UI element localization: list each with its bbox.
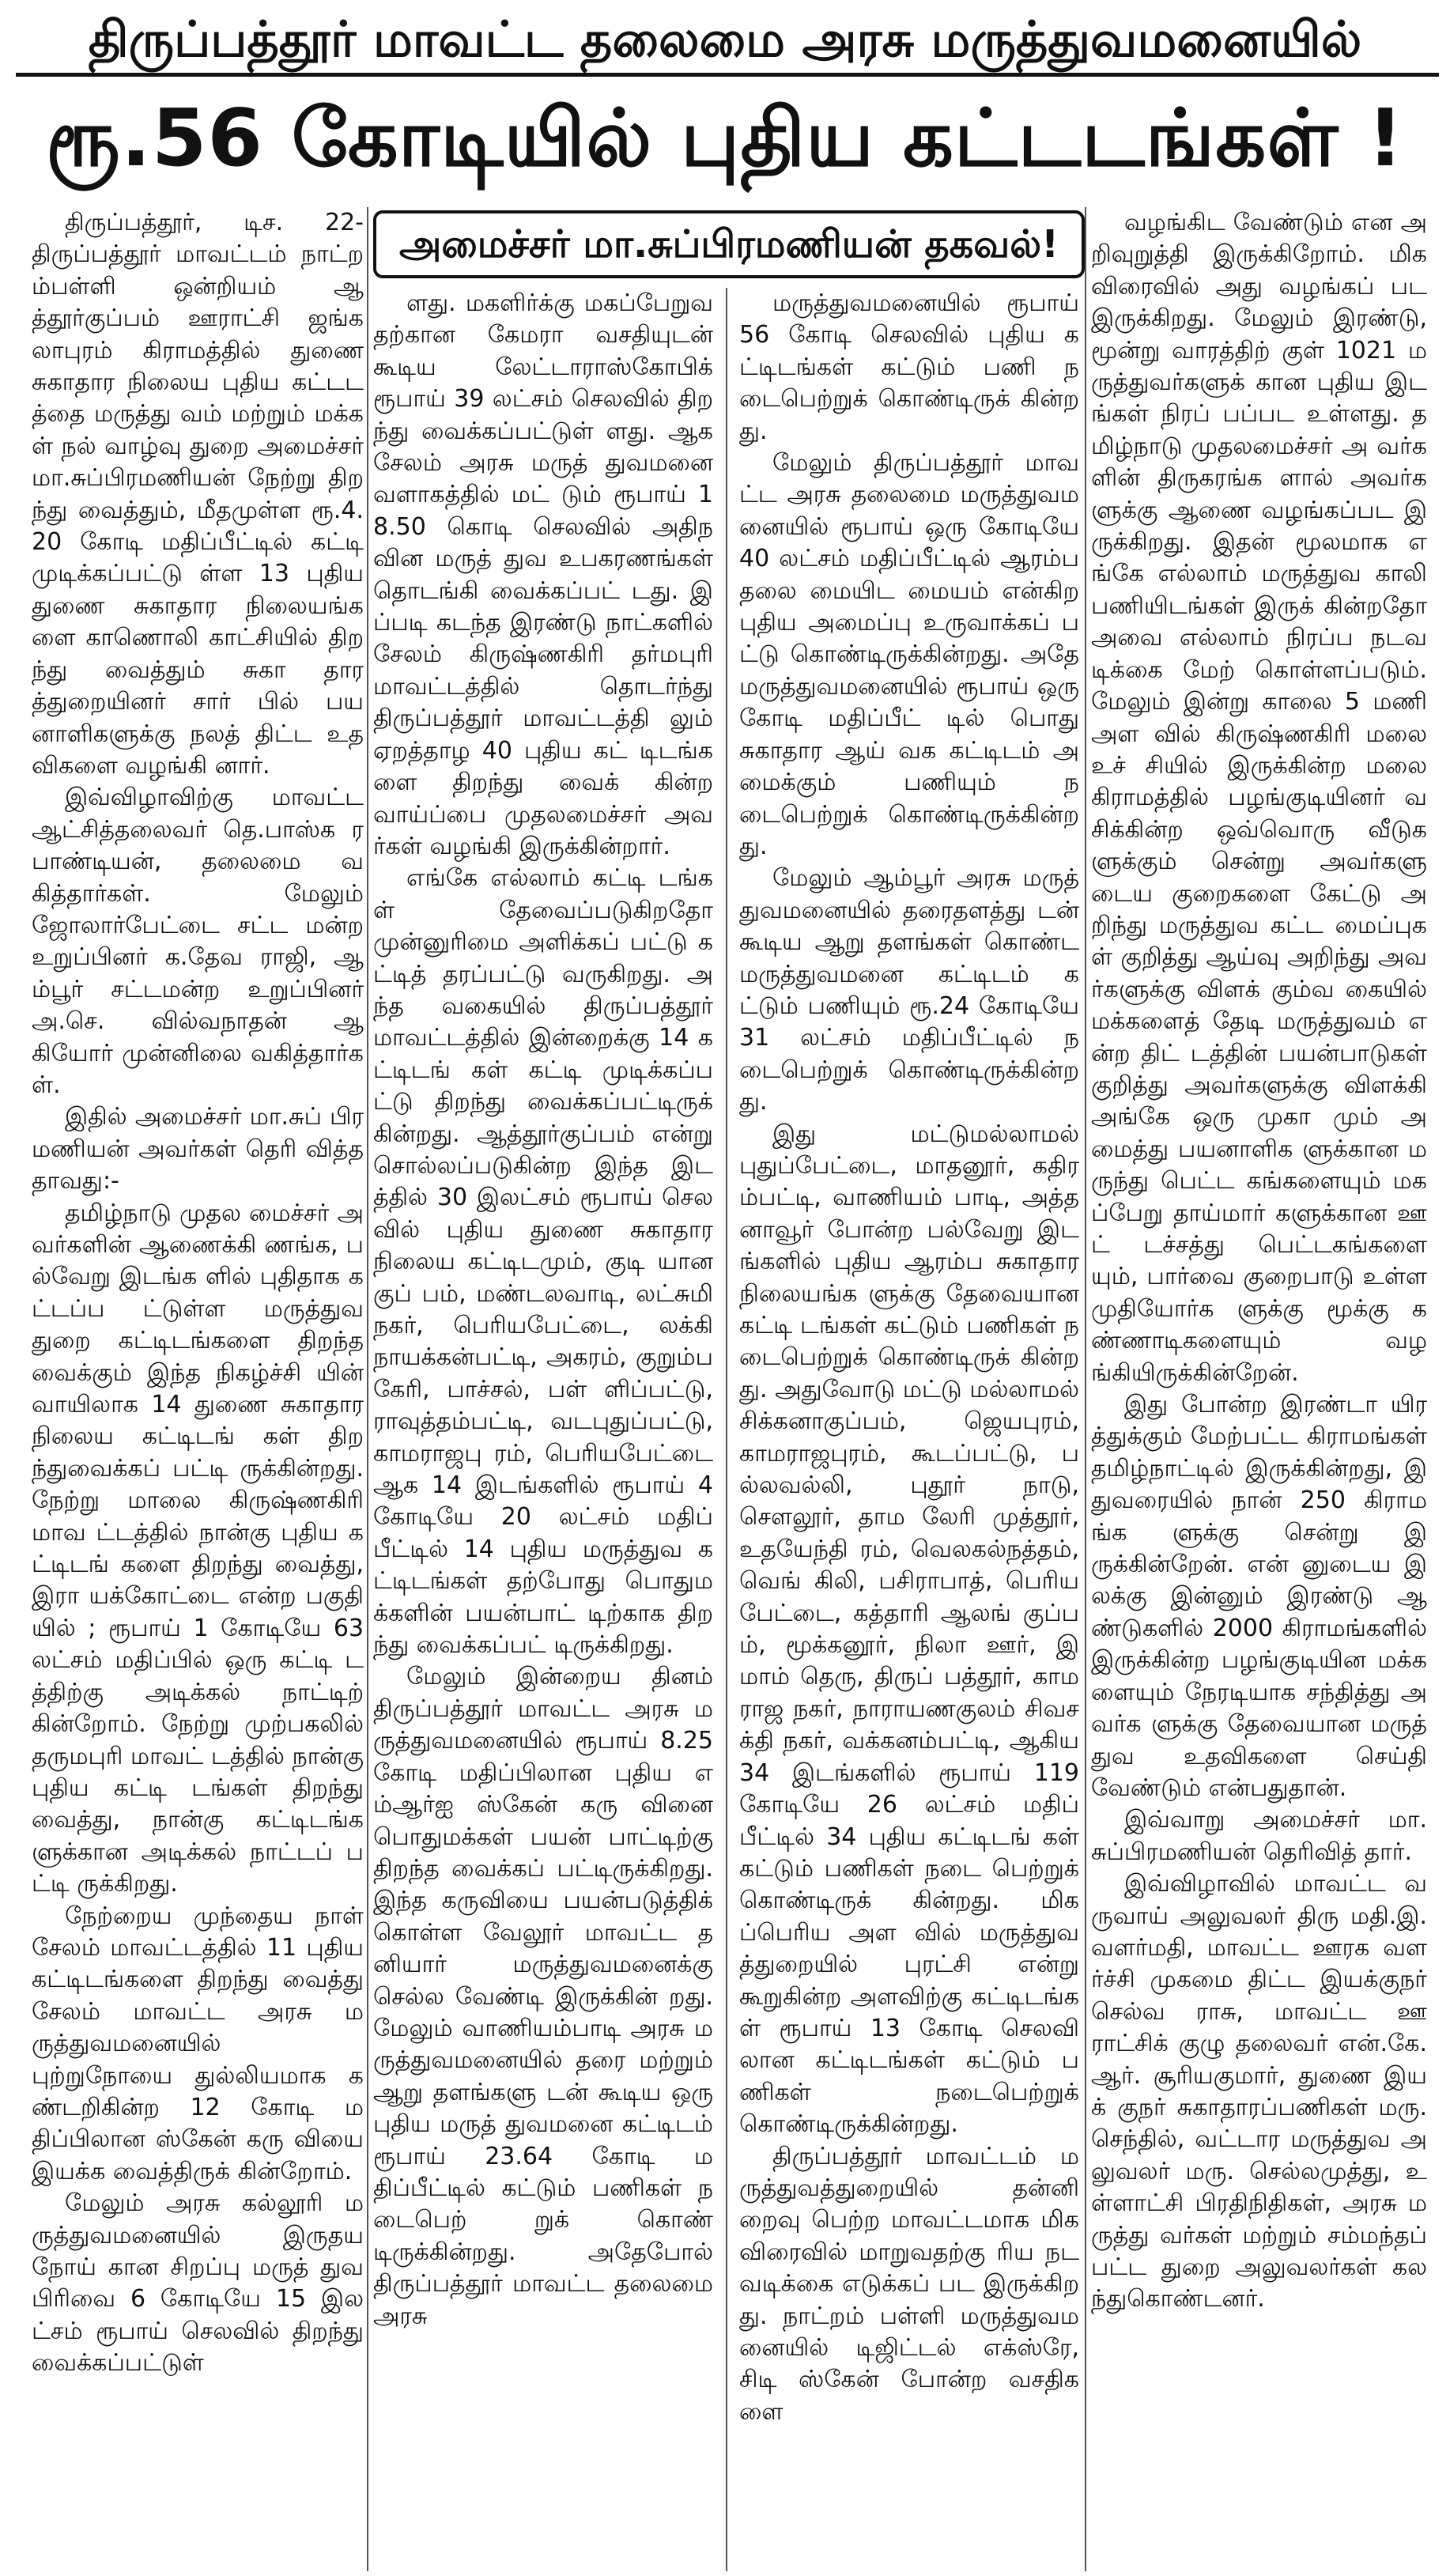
article-kicker: திருப்பத்தூர் மாவட்ட தலைமை அரசு மருத்துவமனையில்	[88, 10, 1362, 68]
paragraph: திருப்பத்தூர், டிச. 22- திருப்பத்தூர் மாவட்டம் நாட்றம்பள்ளி ஒன்றியம் ஆத்தூர்குப்பம் ஊராட்சி ஜங்கலாபுரம் கிராமத்தில் துணை சுகாதார நிலைய புதிய கட்டடத்தை மருத்து வம் மற்றும் மக்கள் நல் வாழ்வு துறை அமைச்சர் மா.சுப்பிரமணியன் நேற்று திறந்து வைத்தும், மீதமுள்ள ரூ.4.20 கோடி மதிப்பீட்டில் கட்டி முடிக்கப்பட்டு ள்ள 13 புதிய துணை சுகாதார நிலையங்களை காணொலி காட்சியில் திறந்து வைத்தும் சுகா தாரத்துறையினர் சார் பில் பயனாளிகளுக்கு நலத் திட்ட உதவிகளை வழங்கி னார்.	[32, 209, 364, 780]
paragraph: மேலும் திருப்பத்தூர் மாவட்ட அரசு தலைமை மருத்துவமனையில் ரூபாய் ஒரு கோடியே 40 லட்சம் மதிப்பீட்டில் ஆரம்ப தலை மையிட மையம் என்கிற புதிய அமைப்பு உருவாக்கப் பட்டு கொண்டிருக்கின்றது. அதே மருத்துவமனையில் ரூபாய் ஒரு கோடி மதிப்பீட் டில் பொது சுகாதார ஆய் வக கட்டிடம் அமைக்கும் பணியும் நடைபெற்றுக் கொண்டிருக்கின்றது.	[739, 449, 1079, 860]
paragraph: வழங்கிட வேண்டும் என அறிவுறுத்தி இருக்கிறோம். மிக விரைவில் அது வழங்கப் பட இருக்கிறது. மேலும் இரண்டு, மூன்று வாரத்திற் குள் 1021 மருத்துவர்களுக் கான புதிய இடங்கள் நிரப் பப்பட உள்ளது. தமிழ்நாடு முதலமைச்சர் அ வர்களின் திருகரங்க ளால் அவர்க ளுக்கு ஆணை வழங்கப்பட இருக்கிறது. இதன் மூலமாக எங்கே எல்லாம் மருத்துவ காலி பணியிடங்கள் இருக் கின்றதோ அவை எல்லாம் நிரப்ப நடவடிக்கை மேற் கொள்ளப்படும். மேலும் இன்று காலை 5 மணி அள வில் கிருஷ்ணகிரி மலை உச் சியில் இருக்கின்ற மலை கிராமத்தில் பழங்குடியினர் வசிக்கின்ற ஒவ்வொரு வீடுக ளுக்கும் சென்று அவர்களு டைய குறைகளை கேட்டு அறிந்து மருத்துவ கட்ட மைப்புகள் குறித்து ஆய்வு அறிந்து அவர்களுக்கு விளக் கும்வ கையில் மக்களைத் தேடி மருத்துவம் என்ற திட் டத்தின் பயன்பாடுகள் குறித்து அவர்களுக்கு விளக்கி அங்கே ஒரு முகா மும் அமைத்து பயனாளிக ளுக்கான மருந்து பெட்ட கங்களையும் மகப்பேறு தாய்மார் களுக்கான ஊட் டச்சத்து பெட்டகங்களை யும், பார்வை குறைபாடு உள்ள முதியோர்க ளுக்கு மூக்கு கண்ணாடிகளையும் வழங்கியிருக்கின்றேன்.	[1091, 209, 1427, 1387]
paragraph: இவ்வாறு அமைச்சர் மா. சுப்பிரமணியன் தெரிவித் தார்.	[1091, 1806, 1427, 1866]
paragraph: இவ்விழாவிற்கு மாவட்ட ஆட்சித்தலைவர் தெ.பாஸ்க ரபாண்டியன், தலைமை வகித்தார்கள். மேலும் ஜோலார்பேட்டை சட்ட மன்ற உறுப்பினர் க.தேவ ராஜி, ஆம்பூர் சட்டமன்ற உறுப்பினர் அ.செ. வில்வநாதன் ஆகியோர் முன்னிலை வகித்தார்கள்.	[32, 784, 364, 1099]
paragraph: நேற்றைய முந்தைய நாள் சேலம் மாவட்டத்தில் 11 புதிய கட்டிடங்களை திறந்து வைத்து சேலம் மாவட்ட அரசு மருத்துவமனையில் புற்றுநோயை துல்லியமாக கண்டறிகின்ற 12 கோடி மதிப்பிலான ஸ்கேன் கரு வியை இயக்க வைத்திருக் கின்றோம்.	[32, 1902, 364, 2185]
paragraph: மருத்துவமனையில் ரூபாய் 56 கோடி செலவில் புதிய கட்டிடங்கள் கட்டும் பணி நடைபெற்றுக் கொண்டிருக் கின்றது.	[739, 289, 1079, 445]
paragraph: இதில் அமைச்சர் மா.சுப் பிரமணியன் அவர்கள் தெரி வித்ததாவது:-	[32, 1103, 364, 1195]
article-column-4	[1091, 207, 1427, 2571]
article-headline: ரூ.56 கோடியில் புதிய கட்டடங்கள் !	[46, 92, 1404, 184]
column-divider	[726, 288, 727, 2571]
paragraph: மேலும் இன்றைய தினம் திருப்பத்தூர் மாவட்ட அரசு மருத்துவமனையில் ரூபாய் 8.25 கோடி மதிப்பிலான புதிய எம்ஆர்ஐ ஸ்கேன் கரு வினை பொதுமக்கள் பயன் பாட்டிற்கு திறந்த வைக்கப் பட்டிருக்கிறது. இந்த கருவியை பயன்படுத்திக் கொள்ள வேலூர் மாவட்ட தனியார் மருத்துவமனைக்கு செல்ல வேண்டி இருக்கின் றது. மேலும் வாணியம்பாடி அரசு மருத்துவமனையில் தரை மற்றும் ஆறு தளங்களு டன் கூடிய ஒரு புதிய மருத் துவமனை கட்டிடம் ரூபாய் 23.64 கோடி மதிப்பீட்டில் கட்டும் பணிகள் நடைபெற் றுக் கொண் டிருக்கின்றது. அதேபோல் திருப்பத்தூர் மாவட்ட தலைமை அரசு	[373, 1663, 713, 2330]
paragraph: இது மட்டுமல்லாமல் புதுப்பேட்டை, மாதனூர், கதிரம்பட்டி, வாணியம் பாடி, அத்தனாவூர் போன்ற பல்வேறு இடங்களில் புதிய ஆரம்ப சுகாதார நிலையங்க ளுக்கு தேவையான கட்டி டங்கள் கட்டும் பணிகள் நடைபெற்றுக் கொண்டிருக் கின்றது. அதுவோடு மட்டு மல்லாமல் சிக்கனாகுப்பம், ஜெயபுரம், காமராஜபுரம், கூடப்பட்டு, பல்லவல்லி, புதூர் நாடு, சௌலூர், தாம லேரி முத்தூர், உதயேந்தி ரம், வெலகல்நத்தம், வெங் கிலி, பசிராபாத், பெரிய பேட்டை, கத்தாரி ஆலங் குப்பம், மூக்கனூர், நிலா ஊர், இமாம் தெரு, திருப் பத்தூர், காமராஜ நகர், நாராயணகுலம் சிவசக்தி நகர், வக்கனம்பட்டி, ஆகிய 34 இடங்களில் ரூபாய் 119 கோடியே 26 லட்சம் மதிப் பீட்டில் 34 புதிய கட்டிடங் கள் கட்டும் பணிகள் நடை பெற்றுக் கொண்டிருக் கின்றது. மிகப்பெரிய அள வில் மருத்துவத்துறையில் புரட்சி என்று கூறுகின்ற அளவிற்கு கட்டிடங்கள் ரூபாய் 13 கோடி செலவி லான கட்டிடங்கள் கட்டும் பணிகள் நடைபெற்றுக் கொண்டிருக்கின்றது.	[739, 1120, 1079, 2139]
paragraph: எங்கே எல்லாம் கட்டி டங்கள் தேவைப்படுகிறதோ முன்னுரிமை அளிக்கப் பட்டு கட்டித் தரப்பட்டு வருகிறது. அந்த வகையில் திருப்பத்தூர் மாவட்டத்தில் இன்றைக்கு 14 கட்டிடங் கள் கட்டி முடிக்கப்பட்டு திறந்து வைக்கப்பட்டிருக் கின்றது. ஆத்தூர்குப்பம் என்று சொல்லப்படுகின்ற இந்த இடத்தில் 30 இலட்சம் ரூபாய் செலவில் புதிய துணை சுகாதார நிலைய கட்டிடமும், குடி யானகுப் பம், மண்டலவாடி, லட்சுமி நகர், பெரியபேட்டை, லக்கி நாயக்கன்பட்டி, அகரம், குறும்ப கேரி, பாச்சல், பள் ளிப்பட்டு, ராவுத்தம்பட்டி, வடபுதுப்பட்டு, காமராஜபு ரம், பெரியபேட்டை ஆக 14 இடங்களில் ரூபாய் 4 கோடியே 20 லட்சம் மதிப் பீட்டில் 14 புதிய மருத்துவ கட்டிடங்கள் தற்போது பொதுமக்களின் பயன்பாட் டிற்காக திறந்து வைக்கப்பட் டிருக்கிறது.	[373, 864, 713, 1660]
paragraph: தமிழ்நாடு முதல மைச்சர் அவர்களின் ஆணைக்கி ணங்க, பல்வேறு இடங்க ளில் புதிதாக கட்டப்ப ட்டுள்ள மருத்துவ துறை கட்டிடங்களை திறந்த வைக்கும் இந்த நிகழ்ச்சி யின் வாயிலாக 14 துணை சுகாதார நிலைய கட்டிடங் கள் திறந்துவைக்கப் பட்டி ருக்கின்றது. நேற்று மாலை கிருஷ்ணகிரி மாவ ட்டத்தில் நான்கு புதிய கட்டிடங் களை திறந்து வைத்து, இரா யக்கோட்டை என்ற பகுதி யில் ; ரூபாய் 1 கோடியே 63 லட்சம் மதிப்பில் ஒரு கட்டி டத்திற்கு அடிக்கல் நாட்டிற் கின்றோம். நேற்று முற்பகலில் தருமபுரி மாவட் டத்தில் நான்கு புதிய கட்டி டங்கள் திறந்து வைத்து, நான்கு கட்டிடங்களுக்கான அடிக்கல் நாட்டப் பட்டி ருக்கிறது.	[32, 1199, 364, 1898]
article-column-3	[739, 288, 1079, 2571]
kicker-underline	[16, 73, 1439, 77]
paragraph: இது போன்ற இரண்டா யிரத்துக்கும் மேற்பட்ட கிராமங்கள் தமிழ்நாட்டில் இருக்கின்றது, இதுவரையில் நான் 250 கிராமங்க ளுக்கு சென்று இருக்கின்றேன். என் னுடைய இலக்கு இன்னும் இரண்டு ஆண்டுகளில் 2000 கிராமங்களில் இருக்கின்ற பழங்குடியின மக்களையும் நேரடியாக சந்தித்து அவர்க ளுக்கு தேவையான மருத் துவ உதவிகளை செய்தி வேண்டும் என்பதுதான்.	[1091, 1391, 1427, 1802]
paragraph: திருப்பத்தூர் மாவட்டம் மருத்துவத்துறையில் தன்னி றைவு பெற்ற மாவட்டமாக மிக விரைவில் மாறுவதற்கு ரிய நடவடிக்கை எடுக்கப் பட இருக்கிறது. நாட்றம் பள்ளி மருத்துவமனையில் டிஜிட்டல் எக்ஸ்ரே, சிடி ஸ்கேன் போன்ற வசதிகளை	[739, 2142, 1079, 2426]
column-divider	[367, 207, 368, 2571]
subheadline-box: அமைச்சர் மா.சுப்பிரமணியன் தகவல்!	[373, 210, 1085, 278]
column-divider	[1085, 207, 1086, 2571]
article-column-1	[32, 207, 364, 2571]
paragraph: இவ்விழாவில் மாவட்ட வருவாய் அலுவலர் திரு மதி.இ.வளர்மதி, மாவட்ட ஊரக வளர்ச்சி முகமை திட்ட இயக்குநர் செல்வ ராசு, மாவட்ட ஊராட்சிக் குழு தலைவர் என்.கே.ஆர். சூரியகுமார், துணை இயக் குநர் சுகாதாரப்பணிகள் மரு.செந்தில், வட்டார மருத்துவ அலுவலர் மரு. செல்லமுத்து, உள்ளாட்சி பிரதிநிதிகள், அரசு மருத்து வர்கள் மற்றும் சம்மந்தப் பட்ட துறை அலுவலர்கள் கலந்துகொண்டனர்.	[1091, 1870, 1427, 2313]
paragraph: மேலும் அரசு கல்லூரி மருத்துவமனையில் இருதய நோய் கான சிறப்பு மருத் துவ பிரிவை 6 கோடியே 15 இலட்சம் ரூபாய் செலவில் திறந்து வைக்கப்பட்டுள்	[32, 2189, 364, 2378]
article-column-2	[373, 288, 713, 2571]
paragraph: மேலும் ஆம்பூர் அரசு மருத் துவமனையில் தரைதளத்து டன் கூடிய ஆறு தளங்கள் கொண்ட மருத்துவமனை கட்டிடம் கட்டும் பணியும் ரூ.24 கோடியே 31 லட்சம் மதிப்பீட்டில் நடைபெற்றுக் கொண்டிருக்கின்றது.	[739, 864, 1079, 1116]
paragraph: ளது. மகளிர்க்கு மகப்பேறுவ தற்கான கேமரா வசதியுடன் கூடிய லேட்டாராஸ்கோபிக் ரூபாய் 39 லட்சம் செலவில் திறந்து வைக்கப்பட்டுள் ளது. ஆக சேலம் அரசு மருத் துவமனை வளாகத்தில் மட் டும் ரூபாய் 18.50 கொடி செலவில் அதிநவின மருத் துவ உபகரணங்கள் தொடங்கி வைக்கப்பட் டது. இப்படி கடந்த இரண்டு நாட்களில் சேலம் கிருஷ்ணகிரி தர்மபுரி மாவட்டத்தில் தொடர்ந்து திருப்பத்தூர் மாவட்டத்தி லும் ஏறத்தாழ 40 புதிய கட் டிடங்களை திறந்து வைக் கின்ற வாய்ப்பை முதலமைச்சர் அவர்கள் வழங்கி இருக்கின்றார்.	[373, 289, 713, 860]
